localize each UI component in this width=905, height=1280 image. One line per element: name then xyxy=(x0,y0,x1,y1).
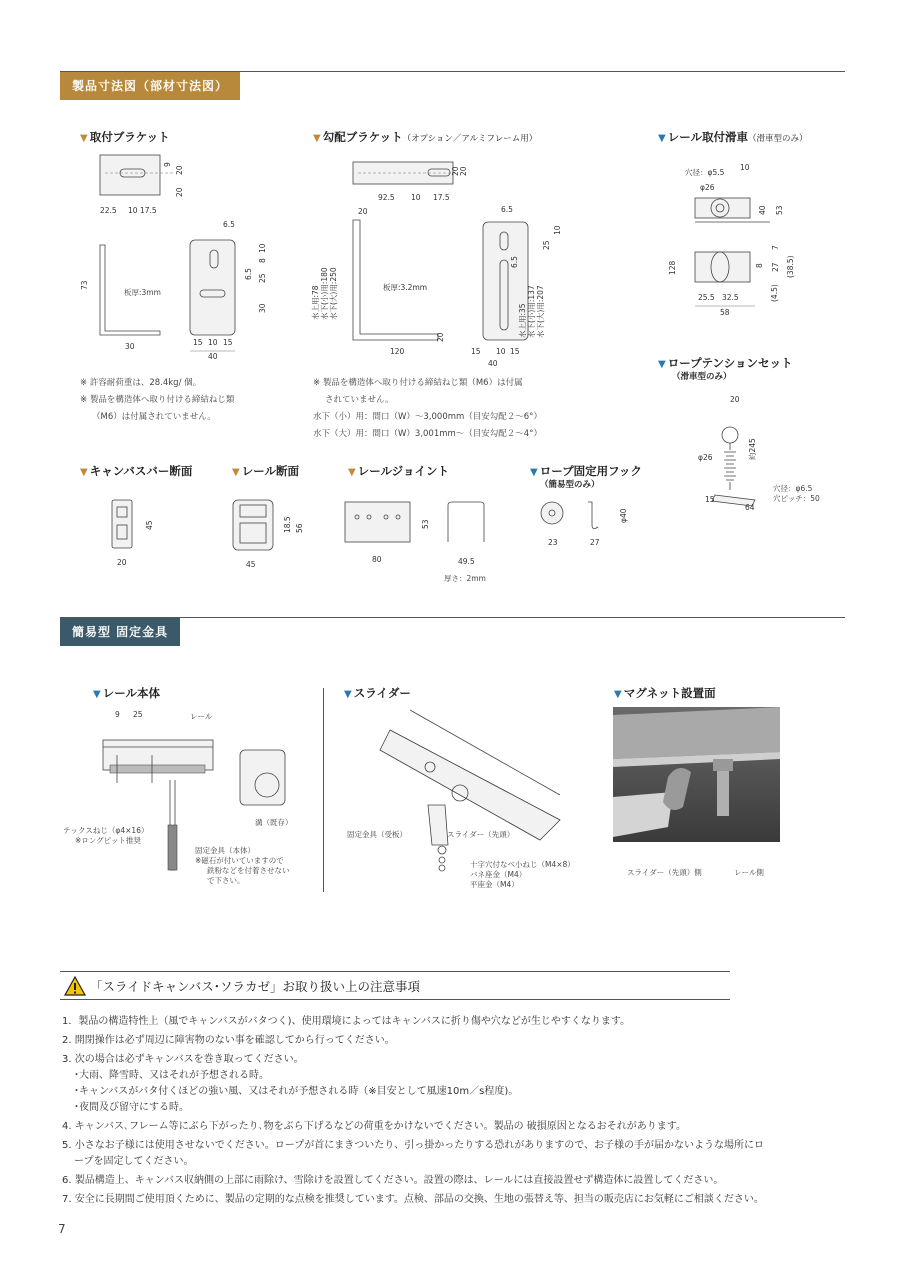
svg-text:40: 40 xyxy=(758,205,767,215)
svg-text:25: 25 xyxy=(542,240,551,250)
triangle-down-icon: ▼ xyxy=(658,359,666,370)
svg-text:56: 56 xyxy=(295,523,304,533)
canvas-bar-title: ▼ キャンバスバー断面 xyxy=(80,464,193,478)
svg-text:φ26: φ26 xyxy=(700,183,715,192)
svg-text:10: 10 xyxy=(496,347,506,356)
rail-body-title: ▼ レール本体 xyxy=(93,686,160,700)
bracket-dim-6-5b: 6.5 xyxy=(244,268,253,280)
caution-item: 5. 小さなお子様には使用させないでください。ロープが首にまきついたり、引っ掛かったりする恐れがありますので、お子様の手が届かないような場所にロ xyxy=(62,1140,765,1151)
slider-head-label: スライダー（先頭） xyxy=(447,830,515,839)
svg-text:水上用:78: 水上用:78 xyxy=(311,285,320,320)
svg-text:板厚:3.2mm: 板厚:3.2mm xyxy=(383,283,428,292)
svg-text:20: 20 xyxy=(451,166,460,176)
svg-text:64: 64 xyxy=(745,503,755,512)
bracket-top-view xyxy=(100,155,160,195)
magnet-title: ▼ マグネット設置面 xyxy=(614,686,716,700)
rope-tension-info: 穴径：φ6.5 穴ピッチ：50 xyxy=(773,484,820,503)
svg-text:φ26: φ26 xyxy=(698,453,713,462)
svg-text:(38.5): (38.5) xyxy=(786,255,795,278)
triangle-down-icon: ▼ xyxy=(614,689,622,700)
triangle-down-icon: ▼ xyxy=(232,467,240,478)
warning-icon xyxy=(64,976,86,996)
rail-body-screw-label: テックスねじ（φ4×16） ※ロングピット推奨 xyxy=(63,826,149,845)
triangle-down-icon: ▼ xyxy=(344,689,352,700)
rope-tension-subtitle: （滑車型のみ） xyxy=(672,372,732,382)
svg-text:20: 20 xyxy=(459,166,468,176)
triangle-down-icon: ▼ xyxy=(93,689,101,700)
svg-text:92.5: 92.5 xyxy=(378,193,395,202)
svg-text:45: 45 xyxy=(145,520,154,530)
rail-joint-thickness: 厚さ：2mm xyxy=(444,574,486,583)
rail-body-fixture-label: 固定金具（本体） ※磁石が付いていますので 鉄粉などを付着させない で下さい。 xyxy=(195,846,290,885)
caution-item: 2. 開閉操作は必ず周辺に障害物のない事を確認してから行ってください。 xyxy=(62,1035,395,1046)
caution-subitem: ･キャンバスがバタ付くほどの強い風、又はそれが予想される時（※目安として風速10m／s程度)。 xyxy=(74,1086,519,1097)
rail-joint-drawing xyxy=(340,497,510,577)
bracket-dim-17-5: 17.5 xyxy=(140,206,157,215)
column-divider xyxy=(323,688,324,892)
svg-text:10: 10 xyxy=(553,225,562,235)
slope-bracket-notes: ※ 製品を構造体へ取り付ける締結ねじ類（M6）は付属 されていません。 水下（小）用：間口（W）～3,000mm（目安勾配２～6°） 水下（大）用：間口（W）3,001mm～（目安勾配２～4°） xyxy=(313,378,542,439)
svg-text:58: 58 xyxy=(720,308,730,317)
svg-text:水下(大)用:207: 水下(大)用:207 xyxy=(536,285,545,338)
canvas-bar-drawing xyxy=(100,495,180,575)
svg-text:約245: 約245 xyxy=(748,438,757,460)
svg-text:17.5: 17.5 xyxy=(433,193,450,202)
svg-text:φ40: φ40 xyxy=(619,508,628,523)
triangle-down-icon: ▼ xyxy=(658,133,666,144)
caution-subitem: ･夜間及び留守にする時。 xyxy=(74,1102,189,1113)
svg-text:20: 20 xyxy=(436,332,445,342)
bracket-dim-20b: 20 xyxy=(175,187,184,197)
rope-hook-title: ▼ ロープ固定用フック xyxy=(530,464,642,478)
svg-text:6.5: 6.5 xyxy=(501,205,513,214)
magnet-slider-label: スライダー（先頭）側 xyxy=(627,868,702,877)
rope-hook-drawing xyxy=(540,497,640,557)
bracket-dim-10b: 10 xyxy=(258,243,267,253)
rope-tension-title: ▼ ロープテンションセット xyxy=(658,356,793,370)
svg-text:20: 20 xyxy=(358,207,368,216)
svg-text:25: 25 xyxy=(133,710,143,719)
svg-text:10: 10 xyxy=(740,163,750,172)
bracket-notes: ※ 許容耐荷重は、28.4kg/ 個。 ※ 製品を構造体へ取り付ける締結ねじ類 （M6）は付属されていません。 xyxy=(80,378,235,422)
pulley-title: ▼ レール取付滑車（滑車型のみ） xyxy=(658,130,808,144)
svg-text:80: 80 xyxy=(372,555,382,564)
svg-text:120: 120 xyxy=(390,347,405,356)
triangle-down-icon: ▼ xyxy=(530,467,538,478)
bracket-dim-10c: 10 xyxy=(208,338,218,347)
bracket-drawing xyxy=(75,145,275,375)
caution-subitem: ･大雨、降雪時、又はそれが予想される時。 xyxy=(74,1070,269,1081)
slider-title: ▼ スライダー xyxy=(344,686,411,700)
rail-section-drawing xyxy=(228,495,318,575)
svg-text:水上用:35: 水上用:35 xyxy=(518,303,527,338)
svg-text:45: 45 xyxy=(246,560,256,569)
bracket-title: ▼ 取付ブラケット xyxy=(80,130,170,144)
caution-item: 1．製品の構造特性上（風でキャンバスがバタつく)、使用環境によってはキャンバスに折り傷や穴などが生じやすくなります。 xyxy=(62,1016,631,1027)
svg-text:49.5: 49.5 xyxy=(458,557,475,566)
svg-text:穴径：φ5.5: 穴径：φ5.5 xyxy=(685,168,725,177)
svg-text:水下(小)用:180: 水下(小)用:180 xyxy=(320,267,329,320)
slope-bracket-drawing xyxy=(308,150,568,370)
svg-text:53: 53 xyxy=(775,205,784,215)
svg-text:27: 27 xyxy=(771,262,780,272)
slider-drawing xyxy=(350,705,570,885)
bracket-dim-73: 73 xyxy=(80,280,89,290)
svg-text:18.5: 18.5 xyxy=(283,516,292,533)
bracket-dim-10: 10 xyxy=(128,206,138,215)
svg-text:15: 15 xyxy=(705,495,715,504)
bracket-dim-6-5: 6.5 xyxy=(223,220,235,229)
section1-header: 製品寸法図（部材寸法図） xyxy=(60,72,240,100)
slider-parts-label: 十字穴付なべ小ねじ（M4×8） バネ座金（M4） 平座金（M4） xyxy=(470,860,575,889)
svg-text:15: 15 xyxy=(471,347,481,356)
bracket-dim-15a: 15 xyxy=(193,338,203,347)
slope-bracket-title: ▼ 勾配ブラケット（オプション／アルミフレーム用） xyxy=(313,130,538,144)
caution-item: 3. 次の場合は必ずキャンバスを巻き取ってください。 xyxy=(62,1054,304,1065)
bracket-dim-50: 30 xyxy=(125,342,135,351)
triangle-down-icon: ▼ xyxy=(313,133,321,144)
triangle-down-icon: ▼ xyxy=(348,467,356,478)
svg-text:9: 9 xyxy=(115,710,120,719)
rail-section-title: ▼ レール断面 xyxy=(232,464,299,478)
svg-text:水下(大)用:250: 水下(大)用:250 xyxy=(329,267,338,320)
svg-text:6.5: 6.5 xyxy=(510,256,519,268)
svg-text:20: 20 xyxy=(117,558,127,567)
bracket-dim-30: 30 xyxy=(258,303,267,313)
svg-text:128: 128 xyxy=(668,260,677,275)
caution-item: 6. 製品構造上、キャンバス収納側の上部に雨除け、雪除けを設置してください。設置の際は、レールには直接設置せず構造体に設置してください。 xyxy=(62,1175,724,1186)
rope-hook-subtitle: （簡易型のみ） xyxy=(540,480,600,490)
caution-list xyxy=(62,1014,764,1208)
slider-plate-label: 固定金具（受板） xyxy=(347,830,407,839)
bracket-dim-40: 40 xyxy=(208,352,218,361)
bracket-dim-15b: 15 xyxy=(223,338,233,347)
bracket-thickness: 板厚:3mm xyxy=(124,288,161,297)
pulley-drawing xyxy=(670,160,820,330)
caution-title: 「スライドキャンバス･ソラカゼ」お取り扱い上の注意事項 xyxy=(90,979,421,994)
svg-text:15: 15 xyxy=(510,347,520,356)
magnet-photo xyxy=(613,707,780,842)
triangle-down-icon: ▼ xyxy=(80,467,88,478)
svg-text:(4.5): (4.5) xyxy=(770,284,779,302)
page-number: 7 xyxy=(58,1222,66,1236)
magnet-rail-label: レール側 xyxy=(734,868,764,877)
caution-item-cont: ープを固定してください。 xyxy=(74,1156,194,1167)
svg-text:20: 20 xyxy=(730,395,740,404)
svg-text:23: 23 xyxy=(548,538,558,547)
svg-text:水下(小)用:137: 水下(小)用:137 xyxy=(527,285,536,338)
bracket-dim-9: 9 xyxy=(163,162,172,167)
section2-header: 簡易型 固定金具 xyxy=(60,618,180,646)
svg-text:27: 27 xyxy=(590,538,600,547)
bracket-dim-25: 25 xyxy=(258,273,267,283)
caution-rule-bottom xyxy=(60,999,730,1000)
triangle-down-icon: ▼ xyxy=(80,133,88,144)
svg-text:32.5: 32.5 xyxy=(722,293,739,302)
svg-text:40: 40 xyxy=(488,359,498,368)
caution-item: 7. 安全に長期間ご使用頂くために、製品の定期的な点検を推奨しています。点検、部品の交換、生地の張替え等、担当の販売店にお気軽にご相談ください。 xyxy=(62,1194,764,1205)
svg-text:53: 53 xyxy=(421,519,430,529)
svg-text:10: 10 xyxy=(411,193,421,202)
svg-text:レール: レール xyxy=(190,712,213,721)
rail-joint-title: ▼ レールジョイント xyxy=(348,464,449,478)
svg-text:7: 7 xyxy=(771,245,780,250)
svg-text:8: 8 xyxy=(755,263,764,268)
bracket-front-view xyxy=(190,240,235,335)
rail-body-groove-label: 溝（既存） xyxy=(255,818,293,827)
svg-text:25.5: 25.5 xyxy=(698,293,715,302)
bracket-dim-20a: 20 xyxy=(175,165,184,175)
slope-bracket-side-view xyxy=(353,220,438,340)
caution-item: 4. キャンバス､フレーム等にぶら下がったり､物をぶら下げるなどの荷重をかけないでください。製品の 破損原因となるおそれがあります。 xyxy=(62,1121,686,1132)
bracket-dim-22-5: 22.5 xyxy=(100,206,117,215)
bracket-dim-8: 8 xyxy=(258,258,267,263)
caution-rule-top xyxy=(60,971,730,972)
